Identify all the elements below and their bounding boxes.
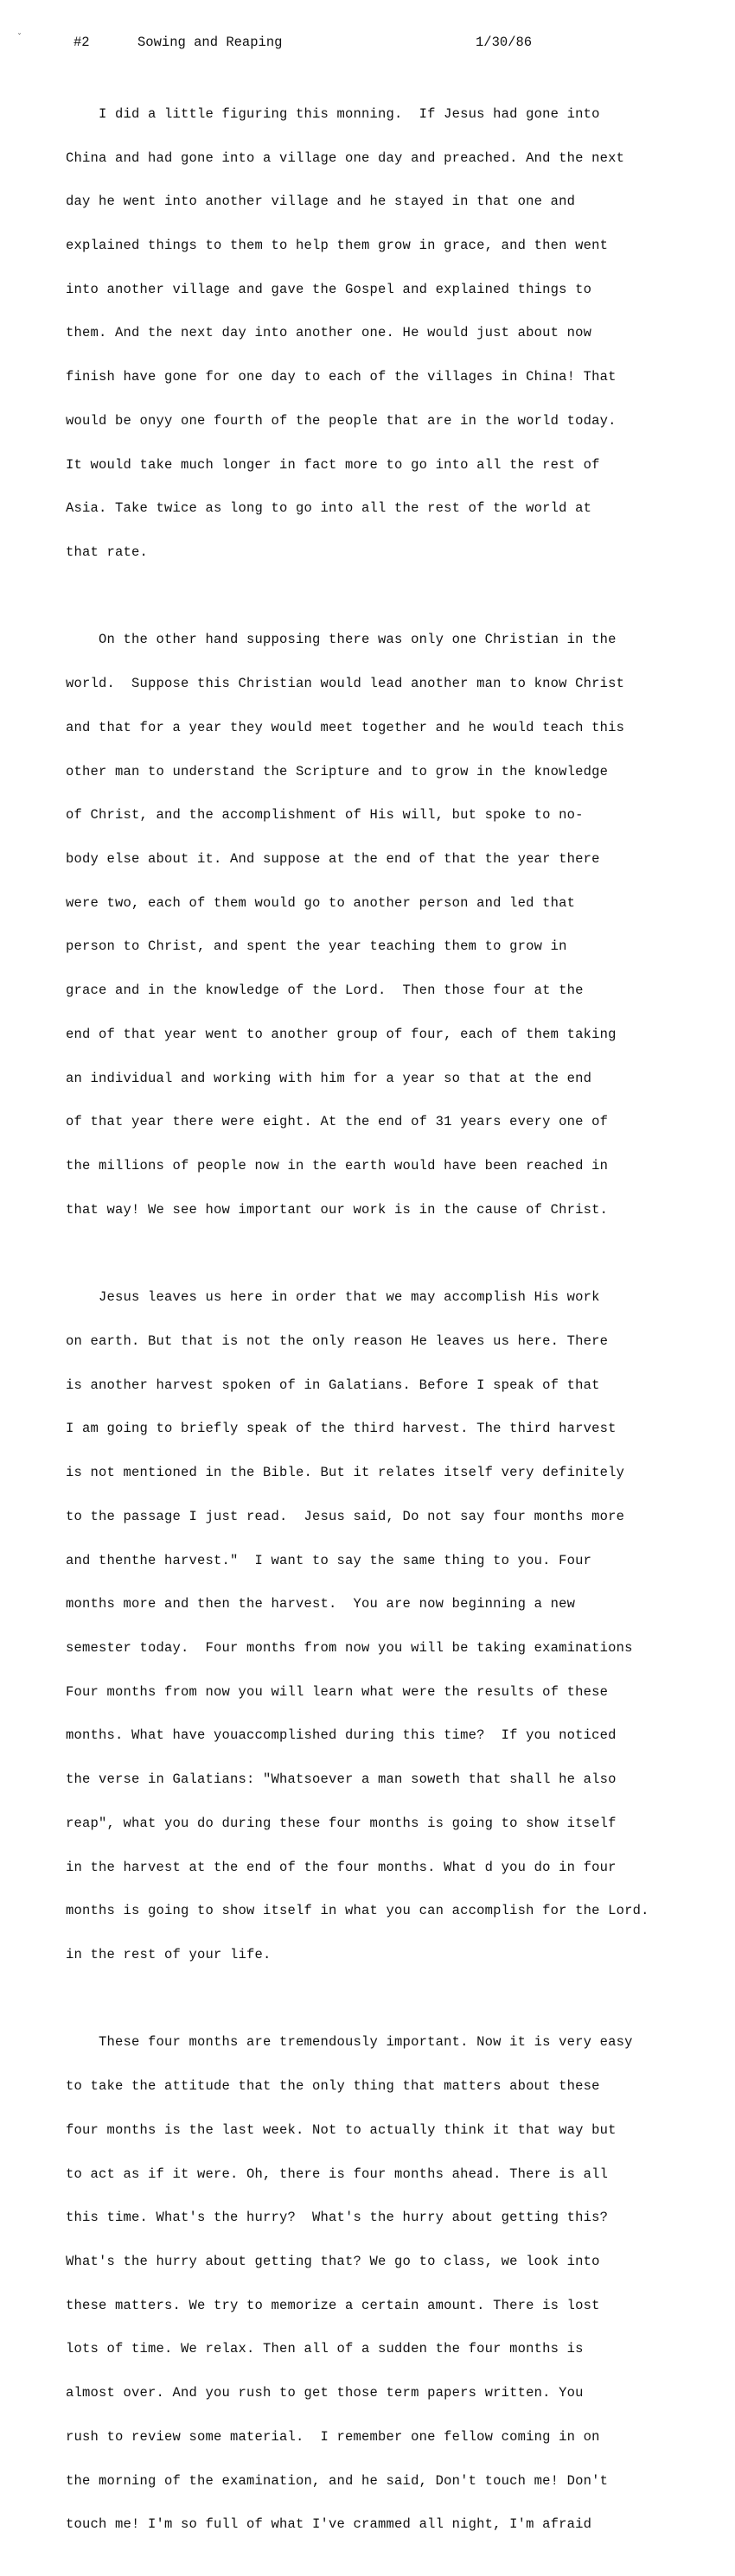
sermon-title: Sowing and Reaping: [137, 35, 283, 50]
text-line: is another harvest spoken of in Galatians. Before I speak of that: [66, 1377, 600, 1393]
paragraph-1: [66, 78, 706, 589]
text-line: and that for a year they would meet together and he would teach this: [66, 719, 625, 735]
text-line: that rate.: [66, 544, 149, 560]
text-line: months. What have youaccomplished during this time? If you noticed: [66, 1727, 617, 1744]
text-line: explained things to them to help them grow in grace, and then went: [66, 237, 609, 253]
text-line: months is going to show itself in what you can accomplish for the Lord.: [66, 1903, 649, 1919]
text-line: this time. What's the hurry? What's the hurry about getting this?: [66, 2210, 609, 2226]
text-line: finish have gone for one day to each of the villages in China! That: [66, 369, 617, 385]
text-line: end of that year went to another group of four, each of them taking: [66, 1026, 617, 1042]
text-line: grace and in the knowledge of the Lord. Then those four at the: [66, 983, 584, 999]
text-line: Asia. Take twice as long to go into all the rest of the world at: [66, 500, 592, 517]
text-line: person to Christ, and spent the year teaching them to grow in: [66, 938, 567, 955]
text-line: body else about it. And suppose at the end of that the year there: [66, 851, 600, 868]
text-line: the verse in Galatians: "Whatsoever a man soweth that shall he also: [66, 1771, 617, 1788]
sermon-date: 1/30/86: [476, 35, 533, 50]
text-line: that way! We see how important our work is in the cause of Christ.: [66, 1201, 609, 1218]
text-line: Jesus leaves us here in order that we may accomplish His work: [66, 1289, 600, 1306]
text-line: of Christ, and the accomplishment of His will, but spoke to no-: [66, 807, 584, 824]
text-line: almost over. And you rush to get those term papers written. You: [66, 2385, 584, 2401]
text-line: and thenthe harvest." I want to say the same thing to you. Four: [66, 1552, 592, 1568]
paragraph-3: [66, 1261, 706, 1991]
sermon-body: [66, 78, 706, 2576]
text-line: These four months are tremendously important. Now it is very easy: [66, 2034, 633, 2051]
text-line: four months is the last week. Not to actually think it that way but: [66, 2121, 617, 2138]
page-number: #2: [74, 35, 90, 50]
text-line: the millions of people now in the earth would have been reached in: [66, 1158, 609, 1174]
text-line: China and had gone into a village one day and preached. And the next: [66, 149, 625, 166]
scan-speck: ˇ: [17, 33, 22, 42]
text-line: I am going to briefly speak of the third harvest. The third harvest: [66, 1421, 617, 1437]
text-line: months more and then the harvest. You are now beginning a new: [66, 1596, 576, 1612]
text-line: the morning of the examination, and he said, Don't touch me! Don't: [66, 2472, 609, 2489]
text-line: is not mentioned in the Bible. But it relates itself very definitely: [66, 1465, 625, 1481]
text-line: an individual and working with him for a year so that at the end: [66, 1070, 592, 1086]
text-line: on earth. But that is not the only reason He leaves us here. There: [66, 1333, 609, 1349]
text-line: would be onyy one fourth of the people that are in the world today.: [66, 412, 617, 429]
text-line: in the harvest at the end of the four months. What d you do in four: [66, 1859, 617, 1875]
text-line: were two, each of them would go to another person and led that: [66, 894, 576, 911]
page-header: [74, 33, 627, 52]
text-line: them. And the next day into another one. He would just about now: [66, 325, 592, 341]
text-line: I did a little figuring this monning. If Jesus had gone into: [66, 105, 600, 122]
text-line: It would take much longer in fact more to go into all the rest of: [66, 456, 600, 473]
text-line: On the other hand supposing there was only one Christian in the: [66, 632, 617, 648]
paragraph-2: [66, 604, 706, 1247]
text-line: rush to review some material. I remember one fellow coming in on: [66, 2428, 600, 2445]
text-line: touch me! I'm so full of what I've crammed all night, I'm afraid: [66, 2516, 592, 2533]
text-line: these matters. We try to memorize a certain amount. There is lost: [66, 2297, 600, 2313]
text-line: other man to understand the Scripture and to grow in the knowledge: [66, 763, 609, 779]
text-line: of that year there were eight. At the end of 31 years every one of: [66, 1114, 609, 1130]
text-line: to act as if it were. Oh, there is four months ahead. There is all: [66, 2166, 609, 2182]
text-line: world. Suppose this Christian would lead another man to know Christ: [66, 676, 625, 692]
text-line: day he went into another village and he stayed in that one and: [66, 194, 576, 210]
paragraph-4: [66, 2007, 706, 2561]
text-line: semester today. Four months from now you will be taking examinations: [66, 1639, 633, 1656]
text-line: What's the hurry about getting that? We go to class, we look into: [66, 2253, 600, 2269]
text-line: Four months from now you will learn what were the results of these: [66, 1683, 609, 1700]
text-line: lots of time. We relax. Then all of a sudden the four months is: [66, 2341, 584, 2357]
text-line: to take the attitude that the only thing that matters about these: [66, 2078, 600, 2095]
text-line: into another village and gave the Gospel and explained things to: [66, 281, 592, 297]
text-line: to the passage I just read. Jesus said, Do not say four months more: [66, 1508, 625, 1524]
text-line: reap", what you do during these four months is going to show itself: [66, 1815, 617, 1831]
text-line: in the rest of your life.: [66, 1946, 272, 1962]
